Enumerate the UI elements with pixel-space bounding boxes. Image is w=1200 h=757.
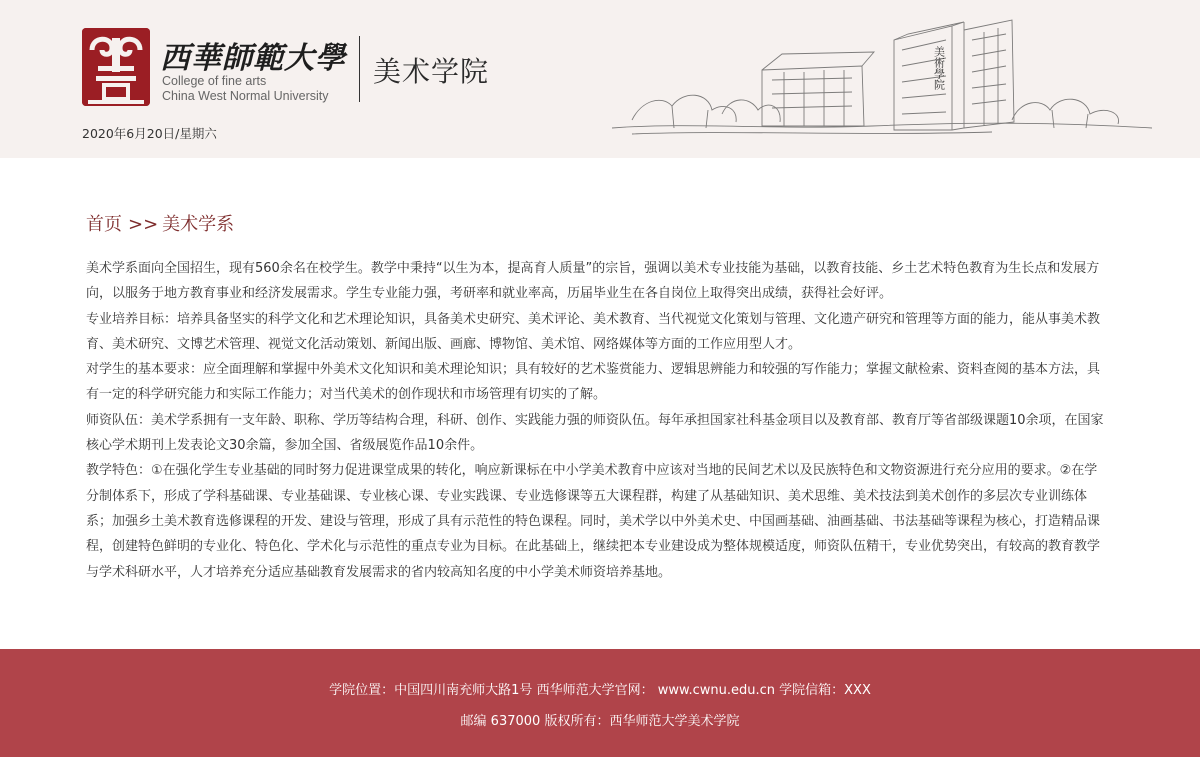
logo-divider xyxy=(359,36,360,102)
footer-site-label: 西华师范大学官网： xyxy=(536,683,654,698)
footer-address: 中国四川南充师大路1号 xyxy=(394,683,533,698)
footer-address-label: 学院位置： xyxy=(329,683,395,698)
campus-sketch-illustration xyxy=(612,10,1152,138)
footer-copyright-label: 版权所有： xyxy=(544,714,610,729)
paragraph-requirements: 对学生的基本要求：应全面理解和掌握中外美术文化知识和美术理论知识；具有较好的艺术鉴赏能力、逻辑思辨能力和较强的写作能力；掌握文献检索、资料查阅的基本方法，具有一定的科学研究能力和实际工作能力；对当代美术的创作现状和市场管理有切实的了解。 xyxy=(86,362,1101,403)
site-header xyxy=(0,0,1200,158)
footer-mailbox-label: 学院信箱： xyxy=(779,683,845,698)
footer-mailbox: XXX xyxy=(844,683,871,698)
paragraph-faculty: 师资队伍：美术学系拥有一支年龄、职称、学历等结构合理，科研、创作、实践能力强的师资队伍。每年承担国家社科基金项目以及教育部、教育厅等省部级课题10余项，在国家核心学术期刊上发表论文30余篇，参加全国、省级展览作品10余件。 xyxy=(86,412,1104,454)
college-name: 美术学院 xyxy=(373,55,490,88)
university-name-en: China West Normal University xyxy=(162,89,329,103)
footer-site-link[interactable]: www.cwnu.edu.cn xyxy=(657,683,775,698)
college-name-en: College of fine arts xyxy=(162,74,267,88)
article-content xyxy=(86,256,1108,585)
breadcrumb xyxy=(86,210,234,236)
paragraph-training-goal: 专业培养目标：培养具备坚实的科学文化和艺术理论知识，具备美术史研究、美术评论、美术教育、当代视觉文化策划与管理、文化遗产研究和管理等方面的能力，能从事美术教育、美术研究、文博艺术管理、视觉文化活动策划、新闻出版、画廊、博物馆、美术馆、网络媒体等方面的工作应用型人才。 xyxy=(86,311,1101,352)
footer-postcode: 637000 xyxy=(490,714,541,729)
breadcrumb-home-link[interactable]: 首页 xyxy=(86,214,122,235)
university-logo-icon[interactable] xyxy=(82,28,150,106)
footer-postcode-label: 邮编 xyxy=(460,714,487,729)
paragraph-teaching-features: 教学特色：①在强化学生专业基础的同时努力促进课堂成果的转化，响应新课标在中小学美术教育中应该对当地的民间艺术以及民族特色和文物资源进行充分应用的要求。②在学分制体系下，形成了学科基础课、专业基础课、专业核心课、专业实践课、专业选修课等五大课程群，构建了从基础知识、美术思维、美术技法到美术创作的多层次专业训练体系；加强乡土美术教育选修课程的开发、建设与管理，形成了具有示范性的特色课程。同时，美术学以中外美术史、中国画基础、油画基础、书法基础等课程为核心，打造精品课程，创建特色鲜明的专业化、特色化、学术化与示范性的重点专业为目标。在此基础上，继续把本专业建设成为整体规模适度，师资队伍精干，专业优势突出，有较高的教育教学与学术科研水平，人才培养充分适应基础教育发展需求的省内较高知名度的中小学美术师资培养基地。 xyxy=(86,463,1101,580)
site-footer xyxy=(0,649,1200,757)
footer-copyright-line xyxy=(0,710,1200,729)
university-name-cn: 西華師範大學 xyxy=(160,41,346,76)
breadcrumb-current: 美术学系 xyxy=(162,214,235,235)
footer-contact-line xyxy=(0,679,1200,698)
footer-copyright: 西华师范大学美术学院 xyxy=(609,714,740,729)
breadcrumb-separator: >> xyxy=(128,214,159,235)
sketch-sign: 美術學院 xyxy=(932,46,946,90)
current-date: 2020年6月20日/星期六 xyxy=(82,126,217,141)
paragraph-intro: 美术学系面向全国招生，现有560余名在校学生。教学中秉持“以生为本，提高育人质量”的宗旨，强调以美术专业技能为基础，以教育技能、乡土艺术特色教育为生长点和发展方向，以服务于地方教育事业和经济发展需求。学生专业能力强，考研率和就业率高，历届毕业生在各自岗位上取得突出成绩，获得社会好评。 xyxy=(86,261,1100,302)
